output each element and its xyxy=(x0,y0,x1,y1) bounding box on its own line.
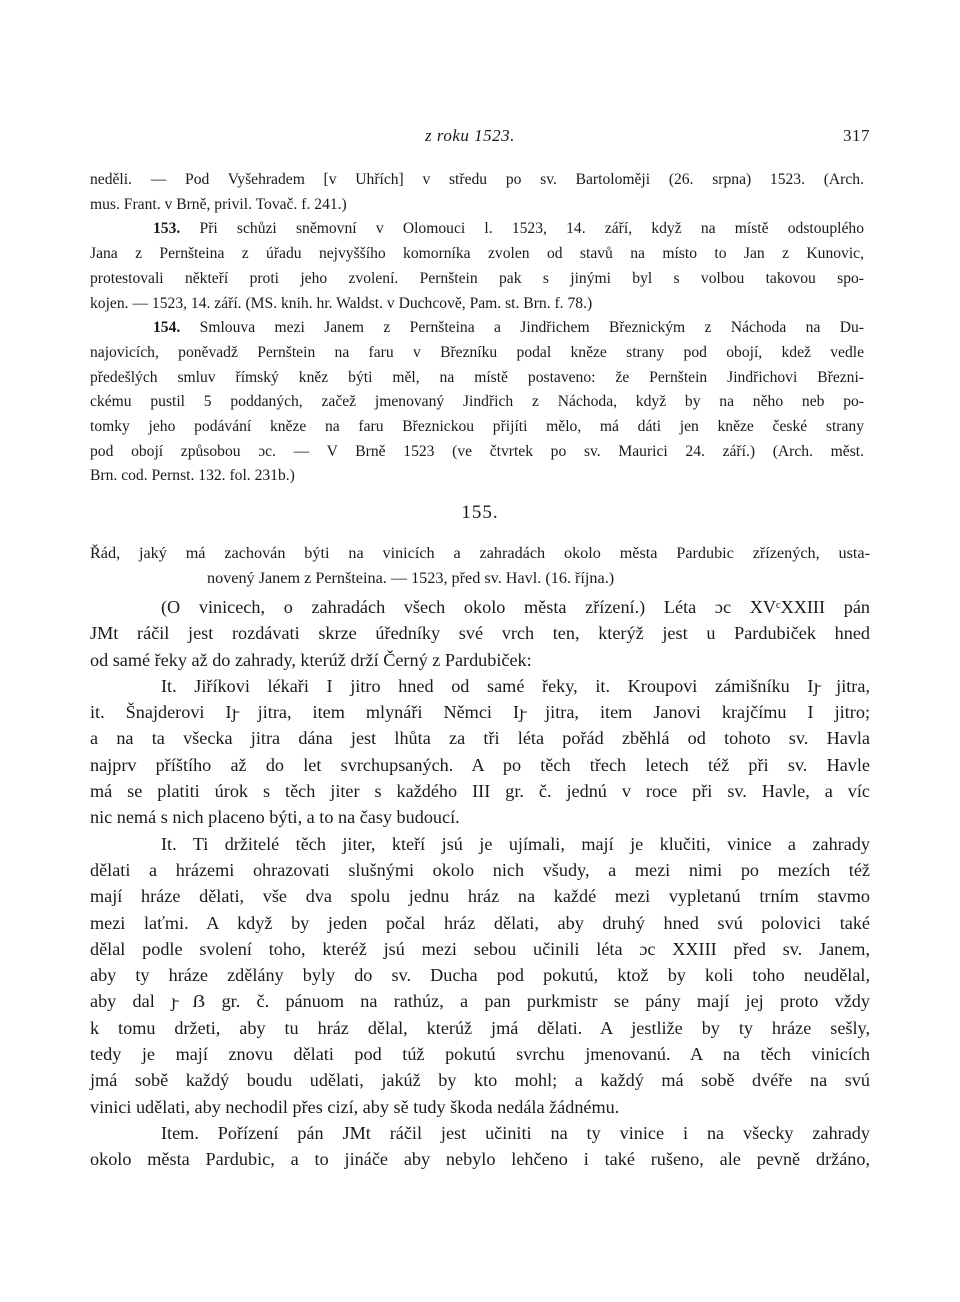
note-154-line: pod obojí způsobou ɔc. — V Brně 1523 (ve čtvrtek po sv. Maurici 24. září.) (Arch. měst. xyxy=(90,442,864,460)
note-153-number: 153. xyxy=(153,220,181,238)
body-line: od samé řeky až do zahrady, kterúž drží Černý z Pardubiček: xyxy=(90,649,532,670)
note-continuation-line: neděli. — Pod Vyšehradem [v Uhřích] v středu po sv. Bartoloměji (26. srpna) 1523. (Arch. xyxy=(90,171,864,188)
note-154-line: ckému pustil 5 poddaných, začež jmenovaný Jindřich z Náchoda, když by na něho neb po- xyxy=(90,393,864,411)
body-line: (O vinicech, o zahradách všech okolo města zřízení.) Léta ɔc XVᶜXXIII pán xyxy=(161,597,870,617)
body-line: mají hráze dělati, vše dva spolu jednu hráz na každé mezi vypletanú trním stavmo xyxy=(90,886,870,907)
document-body xyxy=(90,594,870,1173)
note-154-line xyxy=(90,316,864,341)
heading-line: novený Janem z Pernšteina. — 1523, před sv. Havl. (16. října.) xyxy=(207,569,615,587)
body-line: It. Ti držitelé těch jiter, kteří jsú je ujímali, mají je klučiti, vinice a zahrady xyxy=(161,833,870,854)
heading-line: Řád, jaký má zachován býti na vinicích a zahradách okolo města Pardubic zřízených, usta- xyxy=(90,544,870,562)
running-title: z roku 1523. xyxy=(425,126,515,145)
body-line: It. Jiříkovi lékaři I jitro hned od samé řeky, it. Kroupovi zámišníku Iȷ̵ jitra, xyxy=(161,675,870,696)
body-line: tedy je mají znovu dělati pod túž pokutú svrchu jmenovanú. A na těch vinicích xyxy=(90,1044,870,1065)
body-line: nic nemá s nich placeno býti, a to na časy budoucí. xyxy=(90,807,460,828)
note-153-line: Jana z Pernšteina z úřadu nejvyššího komorníka zvolen od stavů na místo to Jan z Kunovic, xyxy=(90,245,864,263)
body-line: aby ty hráze zdělány byly do sv. Ducha pod pokutú, ktož by koli toho neudělal, xyxy=(90,965,870,986)
body-line: it. Šnajderovi Iȷ̵ jitra, item mlynáři Němci Iȷ̵ jitra, item Janovi krajčímu I jitro; xyxy=(90,702,870,723)
page-number: 317 xyxy=(843,126,870,145)
note-154-line: předešlých smluv římský kněz býti měl, na místě postaveno: že Pernštein Jindřichovi Březni- xyxy=(90,368,864,386)
body-line: JMt ráčil jest rozdávati skrze úředníky své vrch ten, kterýž jest u Pardubiček hned xyxy=(90,623,870,644)
body-line: dělal podle svolení toho, kteréž jsú mezi sebou učinili léta ɔc XXIII před sv. Janem, xyxy=(90,938,870,959)
body-line: mezi laťmi. A když by jeden počal hráz dělati, aby druhý hned svú polovici také xyxy=(90,912,870,933)
note-continuation-line: mus. Frant. v Brně, privil. Tovač. f. 241.) xyxy=(90,195,347,213)
body-line: dělati a hrázemi ohrazovati slušnými okolo nich všudy, a mezi nimi po mezích též xyxy=(90,859,870,880)
note-154-line: Brn. cod. Pernst. 132. fol. 231b.) xyxy=(90,467,295,485)
document-number: 155. xyxy=(461,502,499,523)
body-line: a na ta všecka jitra dána jest lhůta za tři léta pořád zběhlá od tohoto sv. Havla xyxy=(90,728,870,749)
running-header xyxy=(90,126,870,150)
body-line: vinici udělati, aby nechodil přes cizí, aby sě tudy škoda nedála žádnému. xyxy=(90,1096,620,1117)
body-line: najprv příštího až do let svrchupsaných. A po těch třech letech též při sv. Havle xyxy=(90,754,870,775)
body-line: má se platiti úrok s těch jiter s každého III gr. č. jednú v roce při sv. Havle, a víc xyxy=(90,781,870,802)
note-153-text: Při schůzi sněmovní v Olomouci l. 1523, 14. září, když na místě odstouplého xyxy=(199,220,864,238)
note-154-line: tomky jeho podávání kněze na faru Březnickou přijíti mělo, má dáti jen kněze české strany xyxy=(90,418,864,436)
note-154-text: Smlouva mezi Janem z Pernšteina a Jindřichem Březnickým z Náchoda na Du- xyxy=(199,319,864,337)
regest-notes xyxy=(90,168,864,489)
body-line: jmá sobě každý boudu udělati, jakúž by kto mohl; a každý má sobě dvéře na svú xyxy=(90,1070,870,1091)
note-153-line: protestovali někteří proti jeho zvolení. Pernštein pak s jinými byl s volbou takovou spo- xyxy=(90,269,864,287)
body-line: k tomu držeti, aby tu hráz dělal, kterúž jmá dělati. A jestliže by ty hráze sešly, xyxy=(90,1017,870,1038)
note-153-line: kojen. — 1523, 14. září. (MS. knih. hr. Waldst. v Duchcově, Pam. st. Brn. f. 78.) xyxy=(90,294,593,312)
body-line: okolo města Pardubic, a to jináče aby nebylo lehčeno i také rušeno, ale pevně držáno, xyxy=(90,1149,870,1170)
note-154-number: 154. xyxy=(153,319,181,337)
body-line: Item. Pořízení pán JMt ráčil jest učiniti na ty vinice i na všecky zahrady xyxy=(161,1122,870,1143)
body-line: aby dal ȷ̵ ẞ gr. č. pánuom na rathúz, a pan purkmistr se pány mají jej proto vždy xyxy=(90,991,870,1012)
document-heading xyxy=(90,541,870,591)
note-153-line xyxy=(90,217,864,242)
note-154-line: najovicích, poněvadž Pernštein na faru v Březníku podal kněze strany pod obojí, kdež vedle xyxy=(90,343,864,361)
